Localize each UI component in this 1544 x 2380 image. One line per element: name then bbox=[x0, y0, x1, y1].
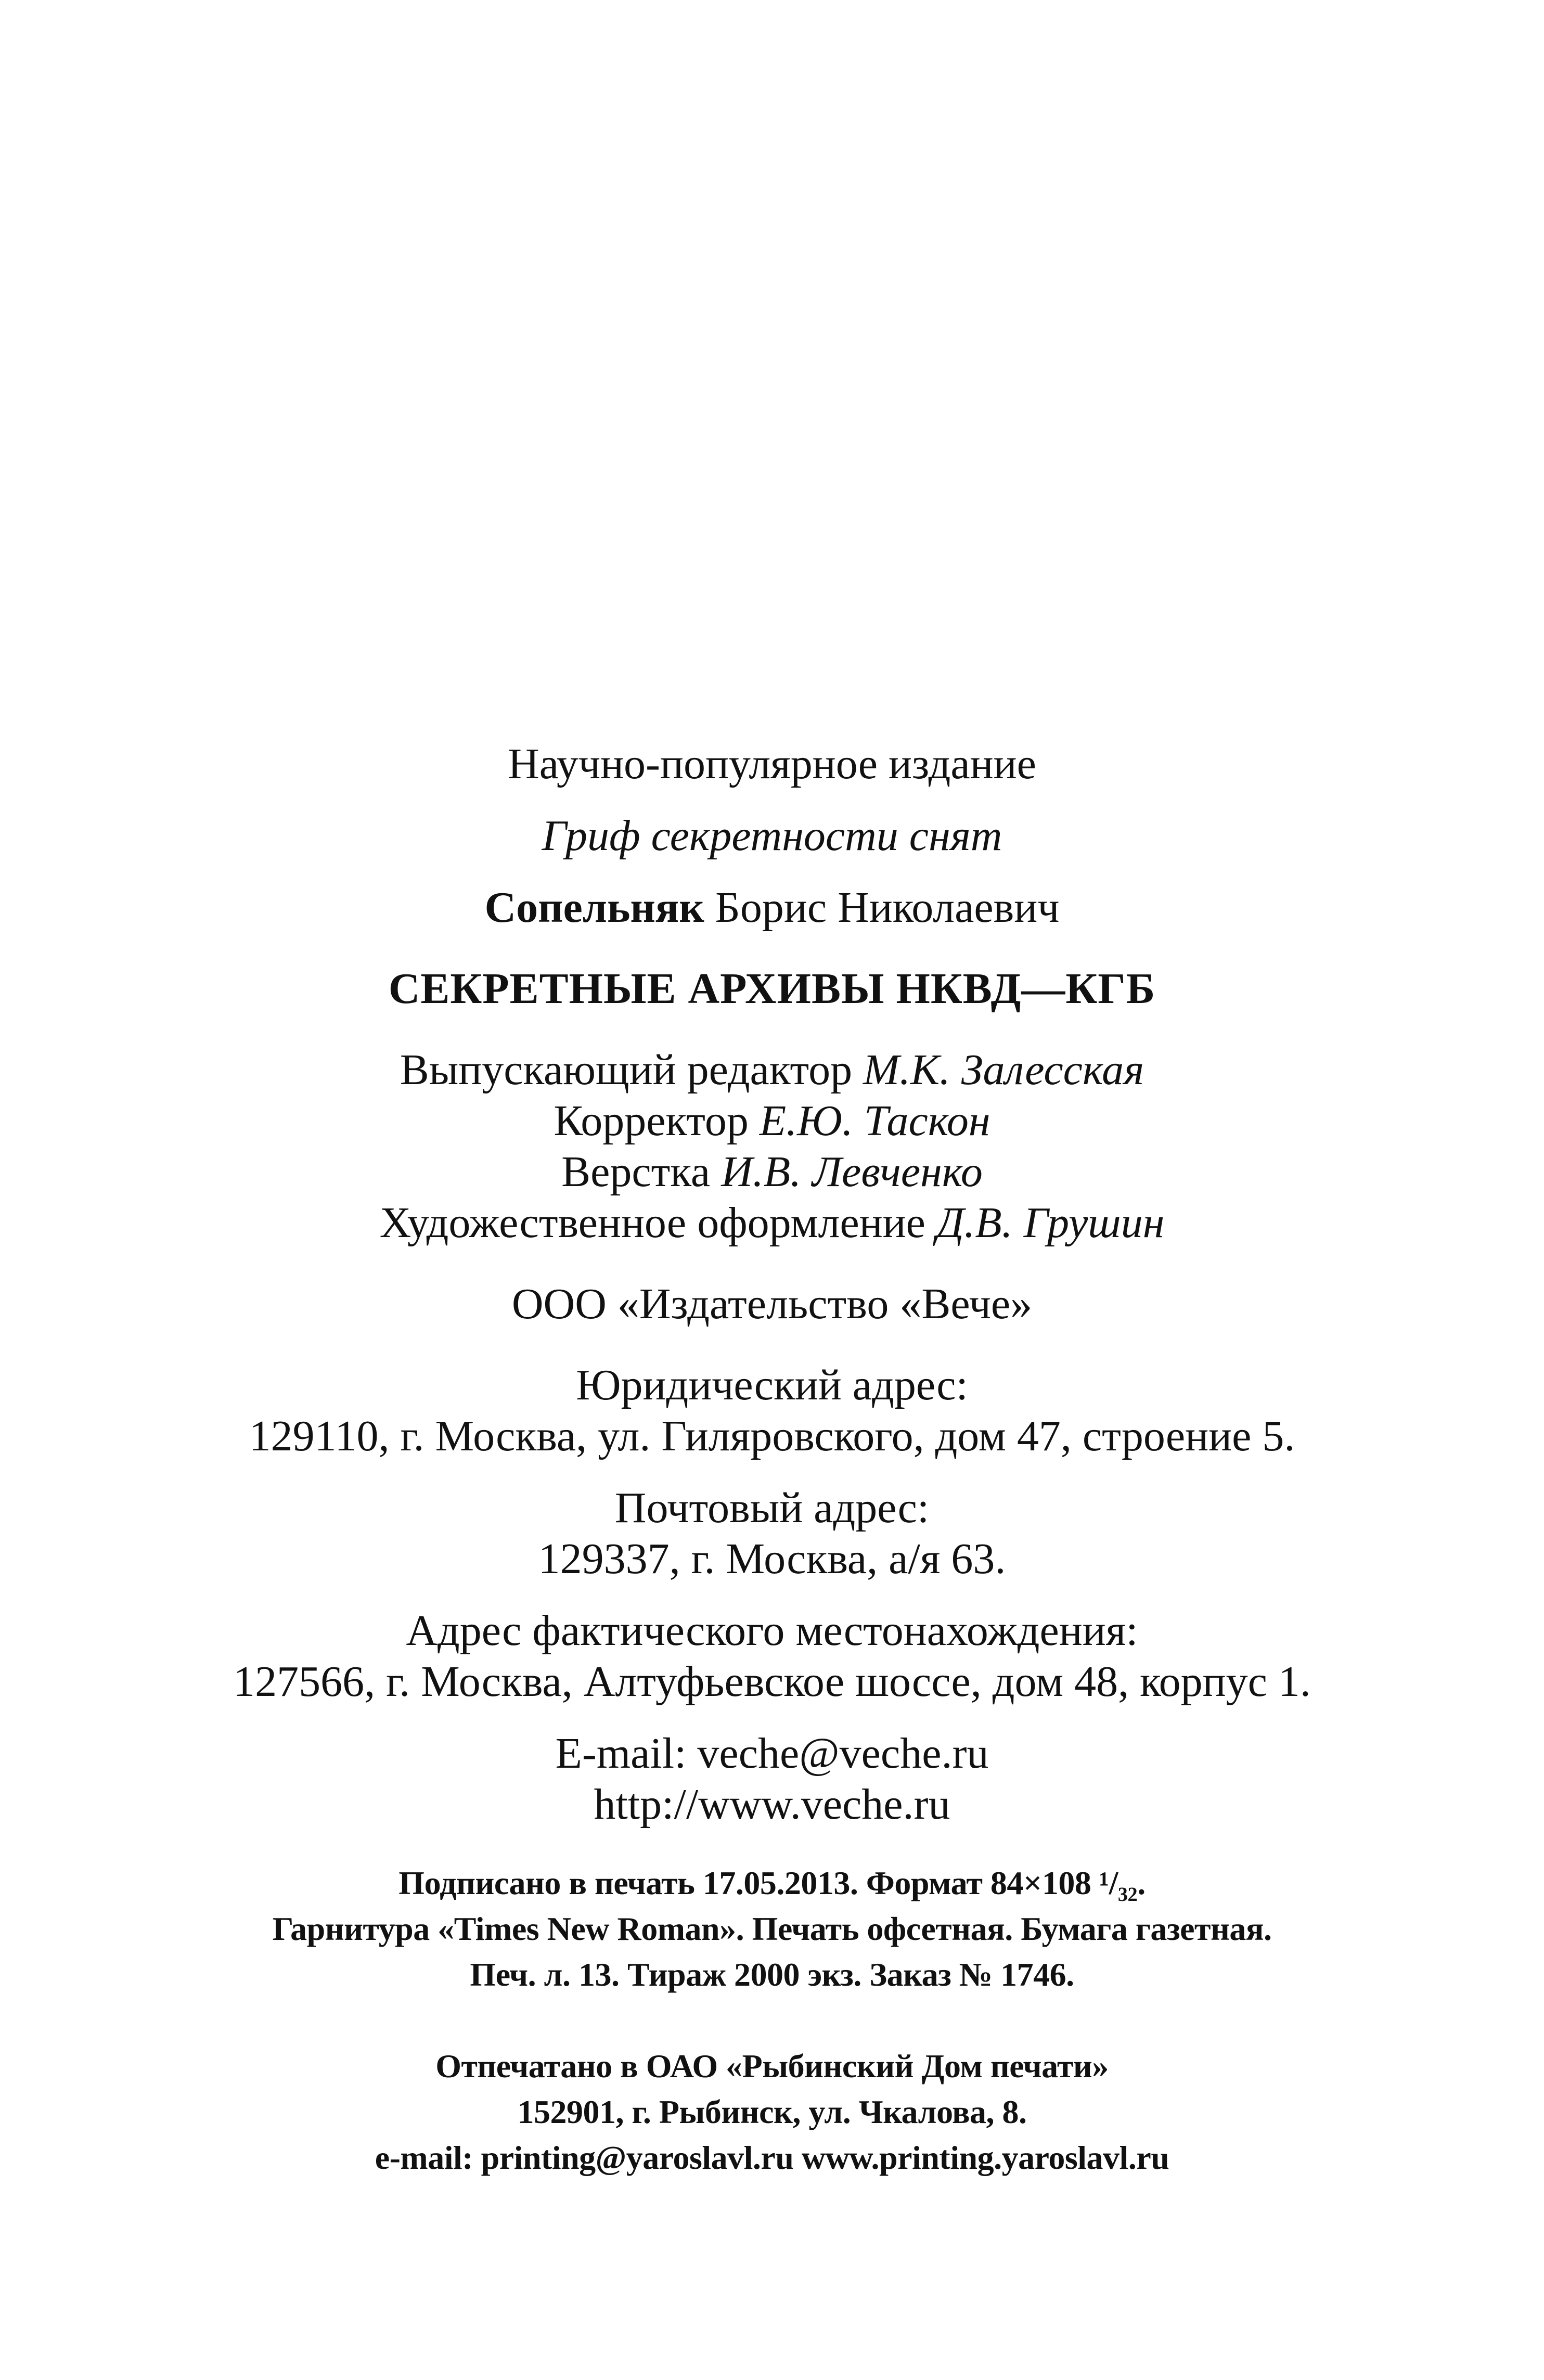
credit-line bbox=[0, 1198, 1544, 1249]
credit-line bbox=[0, 1096, 1544, 1147]
printer-info-block bbox=[0, 2043, 1544, 2181]
credit-line bbox=[0, 1147, 1544, 1198]
credit-name: М.К. Залесская bbox=[863, 1046, 1144, 1094]
colophon bbox=[0, 739, 1544, 2181]
book-title: СЕКРЕТНЫЕ АРХИВЫ НКВД—КГБ bbox=[388, 964, 1156, 1013]
legal-address-block bbox=[0, 1360, 1544, 1462]
print-info-block bbox=[0, 1860, 1544, 1998]
author-line bbox=[0, 882, 1544, 933]
credit-role: Художественное оформление bbox=[379, 1199, 925, 1247]
credit-name: Е.Ю. Таскон bbox=[759, 1097, 990, 1145]
credit-role: Выпускающий редактор bbox=[400, 1046, 853, 1094]
credit-line bbox=[0, 1045, 1544, 1096]
publisher-name: ООО «Издательство «Вече» bbox=[511, 1280, 1033, 1328]
publisher-email: E-mail: veche@veche.ru bbox=[555, 1729, 989, 1778]
printer-info-line: 152901, г. Рыбинск, ул. Чкалова, 8. bbox=[517, 2093, 1027, 2130]
credit-name: Д.В. Грушин bbox=[936, 1199, 1165, 1247]
printer-info-line: Отпечатано в ОАО «Рыбинский Дом печати» bbox=[435, 2048, 1109, 2085]
legal-address-value: 129110, г. Москва, ул. Гиляровского, дом 47, строение 5. bbox=[249, 1412, 1295, 1460]
print-info-line: Подписано в печать 17.05.2013. Формат 84×108 ¹/₃₂. bbox=[398, 1864, 1146, 1901]
actual-address-label: Адрес фактического местонахождения: bbox=[406, 1606, 1138, 1655]
print-info-line: Гарнитура «Times New Roman». Печать офсетная. Бумага газетная. bbox=[272, 1910, 1272, 1947]
edition-type: Научно-популярное издание bbox=[508, 740, 1036, 788]
credit-name: И.В. Левченко bbox=[721, 1148, 983, 1196]
contacts-block bbox=[0, 1728, 1544, 1830]
credits-block bbox=[0, 1045, 1544, 1249]
postal-address-label: Почтовый адрес: bbox=[614, 1484, 930, 1532]
actual-address-value: 127566, г. Москва, Алтуфьевское шоссе, дом 48, корпус 1. bbox=[233, 1657, 1311, 1706]
author-given-name: Борис Николаевич bbox=[715, 883, 1060, 932]
publisher-website: http://www.veche.ru bbox=[594, 1780, 950, 1829]
postal-address-block bbox=[0, 1483, 1544, 1585]
printer-info-line: e-mail: printing@yaroslavl.ru www.printing.yaroslavl.ru bbox=[375, 2139, 1169, 2176]
print-info-line: Печ. л. 13. Тираж 2000 экз. Заказ № 1746. bbox=[470, 1956, 1074, 1993]
legal-address-label: Юридический адрес: bbox=[576, 1361, 968, 1409]
series-name: Гриф секретности снят bbox=[542, 812, 1002, 860]
author-surname: Сопельняк bbox=[484, 883, 704, 932]
postal-address-value: 129337, г. Москва, а/я 63. bbox=[538, 1535, 1006, 1583]
credit-role: Верстка bbox=[561, 1148, 711, 1196]
actual-address-block bbox=[0, 1605, 1544, 1707]
credit-role: Корректор bbox=[554, 1097, 749, 1145]
